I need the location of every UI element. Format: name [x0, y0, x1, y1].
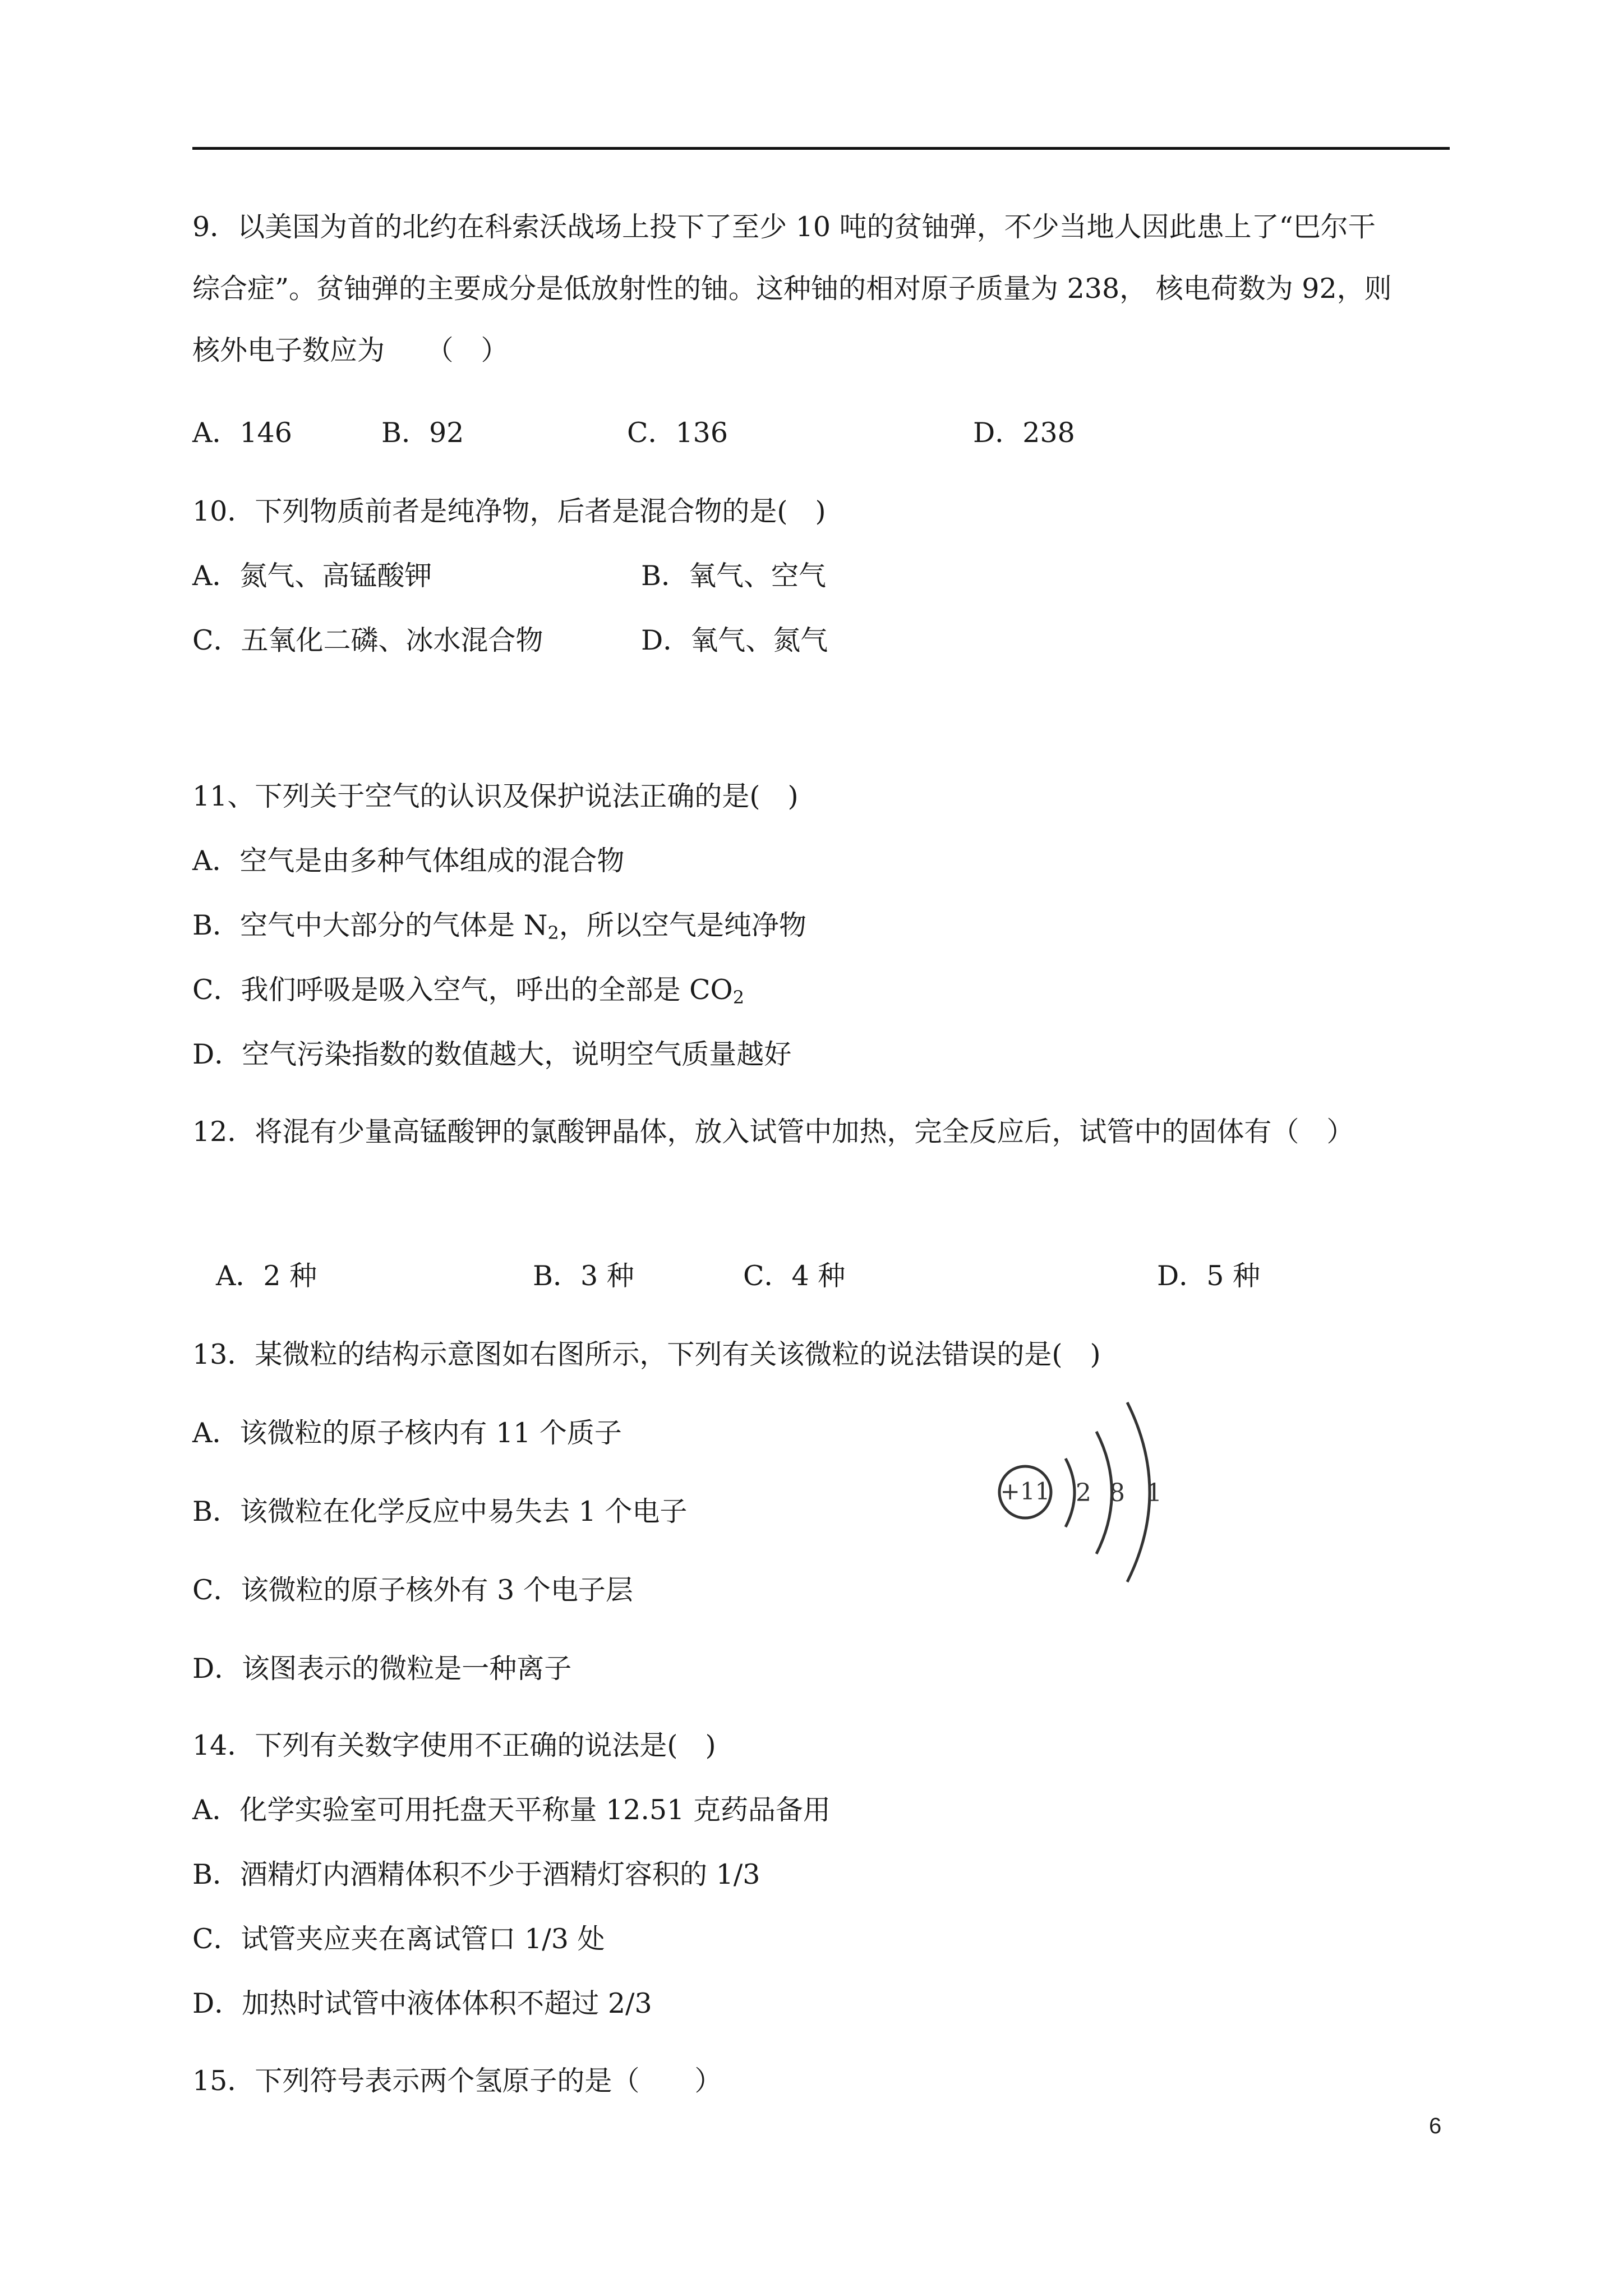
- shell-3-electrons: 1: [1146, 1479, 1162, 1507]
- q9-option-d: D．238: [973, 417, 1075, 449]
- q10-option-c: C．五氧化二磷、冰水混合物: [192, 624, 543, 656]
- q11-option-d: D．空气污染指数的数值越大，说明空气质量越好: [192, 1038, 792, 1070]
- q14-option-d: D．加热时试管中液体体积不超过 2/3: [192, 1987, 652, 2019]
- q14-option-c: C．试管夹应夹在离试管口 1/3 处: [192, 1923, 605, 1955]
- q11-option-b-pre: B．空气中大部分的气体是 N: [192, 909, 548, 941]
- q10-option-a: A．氮气、高锰酸钾: [192, 560, 432, 592]
- q9-option-a: A．146: [192, 417, 292, 449]
- atomic-structure-diagram: [987, 1397, 1189, 1588]
- q14-option-b: B．酒精灯内酒精体积不少于酒精灯容积的 1/3: [192, 1858, 760, 1890]
- shell-1-electrons: 2: [1076, 1479, 1091, 1507]
- q9-stem-line3: 核外电子数应为 （ ）: [192, 334, 509, 366]
- shell-2-electrons: 8: [1109, 1479, 1125, 1507]
- q11-option-c-subscript: 2: [732, 987, 745, 1008]
- q9-option-c: C．136: [627, 417, 728, 449]
- q13-option-b: B．该微粒在化学反应中易失去 1 个电子: [192, 1496, 688, 1527]
- q9-stem-line1: 9．以美国为首的北约在科索沃战场上投下了至少 10 吨的贫铀弹，不少当地人因此患上了“巴尔干: [192, 211, 1376, 243]
- q11-option-b: [192, 909, 806, 942]
- q12-option-d: D．5 种: [1157, 1260, 1261, 1292]
- header-rule: [192, 147, 1450, 150]
- q10-stem: 10．下列物质前者是纯净物，后者是混合物的是( ): [192, 495, 826, 527]
- q11-option-c-pre: C．我们呼吸是吸入空气，呼出的全部是 CO: [192, 974, 733, 1006]
- q11-option-c: [192, 973, 744, 1007]
- page-number: 6: [1429, 2114, 1442, 2138]
- q15-stem: 15．下列符号表示两个氢原子的是（ ）: [192, 2065, 722, 2097]
- q10-option-b: B．氧气、空气: [641, 560, 827, 592]
- q12-stem: 12．将混有少量高锰酸钾的氯酸钾晶体，放入试管中加热，完全反应后，试管中的固体有（ ）: [192, 1116, 1354, 1148]
- q11-stem: 11、下列关于空气的认识及保护说法正确的是( ): [192, 780, 799, 812]
- q13-option-a: A．该微粒的原子核内有 11 个质子: [192, 1417, 622, 1449]
- q12-option-b: B．3 种: [533, 1260, 634, 1292]
- q9-stem-line2: 综合症”。贫铀弹的主要成分是低放射性的铀。这种铀的相对原子质量为 238， 核电荷数为 92，则: [192, 273, 1392, 305]
- q13-option-d: D．该图表示的微粒是一种离子: [192, 1653, 572, 1685]
- q12-option-a: A．2 种: [216, 1260, 317, 1292]
- q12-option-c: C．4 种: [743, 1260, 846, 1292]
- q9-option-b: B．92: [381, 417, 464, 449]
- electron-shell-1: [1066, 1458, 1075, 1527]
- q14-option-a: A．化学实验室可用托盘天平称量 12.51 克药品备用: [192, 1794, 831, 1826]
- q14-stem: 14．下列有关数字使用不正确的说法是( ): [192, 1729, 716, 1761]
- nucleus-charge: +11: [1000, 1478, 1050, 1505]
- q13-option-c: C．该微粒的原子核外有 3 个电子层: [192, 1574, 633, 1606]
- q10-option-d: D．氧气、氮气: [641, 624, 828, 656]
- q11-option-a: A．空气是由多种气体组成的混合物: [192, 845, 625, 877]
- q13-stem: 13．某微粒的结构示意图如右图所示，下列有关该微粒的说法错误的是( ): [192, 1338, 1101, 1370]
- q11-option-b-subscript: 2: [547, 922, 559, 944]
- q11-option-b-post: ，所以空气是纯净物: [559, 909, 806, 941]
